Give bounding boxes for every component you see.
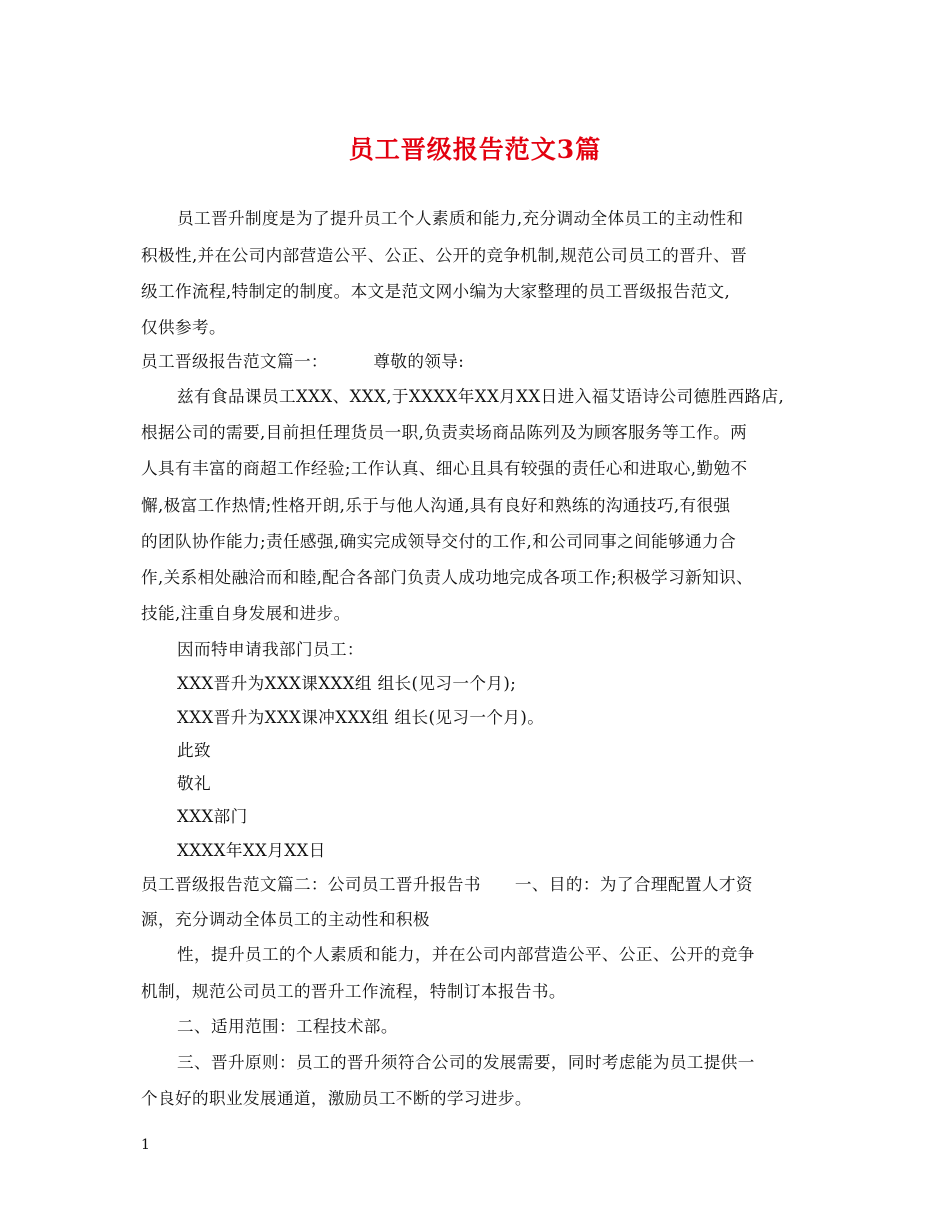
paragraph-line: 机制，规范公司员工的晋升工作流程，特制订本报告书。 — [141, 982, 566, 1001]
paragraph-line: 作,关系相处融洽而和睦,配合各部门负责人成功地完成各项工作;积极学习新知识、 — [141, 568, 754, 587]
paragraph-line: 三、晋升原则：员工的晋升须符合公司的发展需要，同时考虑能为员工提供一 — [177, 1053, 755, 1072]
paragraph-line: 懈,极富工作热情;性格开朗,乐于与他人沟通,具有良好和熟练的沟通技巧,有很强 — [141, 496, 731, 515]
paragraph-line: 员工晋升制度是为了提升员工个人素质和能力,充分调动全体员工的主动性和 — [177, 209, 744, 228]
signature-department: XXX部门 — [177, 807, 248, 826]
signature-date: XXXX年XX月XX日 — [177, 841, 326, 860]
page-number: 1 — [141, 1137, 150, 1153]
paragraph-line: XXX晋升为XXX课XXX组 组长(见习一个月); — [177, 674, 517, 693]
paragraph-line: 的团队协作能力;责任感强,确实完成领导交付的工作,和公司同事之间能够通力合 — [141, 532, 737, 551]
paragraph-line: XXX晋升为XXX课冲XXX组 组长(见习一个月)。 — [177, 708, 545, 727]
document-title: 员工晋级报告范文3篇 — [348, 135, 602, 164]
paragraph-line: 人具有丰富的商超工作经验;工作认真、细心且具有较强的责任心和进取心,勤勉不 — [141, 459, 748, 478]
paragraph-line: 级工作流程,特制定的制度。本文是范文网小编为大家整理的员工晋级报告范文, — [141, 282, 731, 301]
paragraph-line: 积极性,并在公司内部营造公平、公正、公开的竞争机制,规范公司员工的晋升、晋 — [141, 246, 748, 265]
paragraph-line: 源，充分调动全体员工的主动性和积极 — [141, 910, 430, 929]
closing-line: 敬礼 — [177, 774, 211, 793]
section-heading-line: 员工晋级报告范文篇二：公司员工晋升报告书 一、目的：为了合理配置人才资 — [141, 875, 753, 894]
paragraph-line: 兹有食品课员工XXX、XXX,于XXXX年XX月XX日进入福艾语诗公司德胜西路店, — [177, 387, 785, 406]
paragraph-line: 根据公司的需要,目前担任理货员一职,负责卖场商品陈列及为顾客服务等工作。两 — [141, 423, 748, 442]
paragraph-line: 仅供参考。 — [141, 318, 226, 337]
section-heading-line: 员工晋级报告范文篇一： 尊敬的领导: — [141, 352, 465, 371]
paragraph-line: 二、适用范围：工程技术部。 — [177, 1017, 398, 1036]
closing-line: 此致 — [177, 741, 211, 760]
paragraph-line: 技能,注重自身发展和进步。 — [141, 604, 351, 623]
paragraph-line: 个良好的职业发展通道，激励员工不断的学习进步。 — [141, 1089, 532, 1108]
paragraph-line: 性，提升员工的个人素质和能力，并在公司内部营造公平、公正、公开的竞争 — [177, 945, 755, 964]
paragraph-line: 因而特申请我部门员工： — [177, 640, 364, 659]
